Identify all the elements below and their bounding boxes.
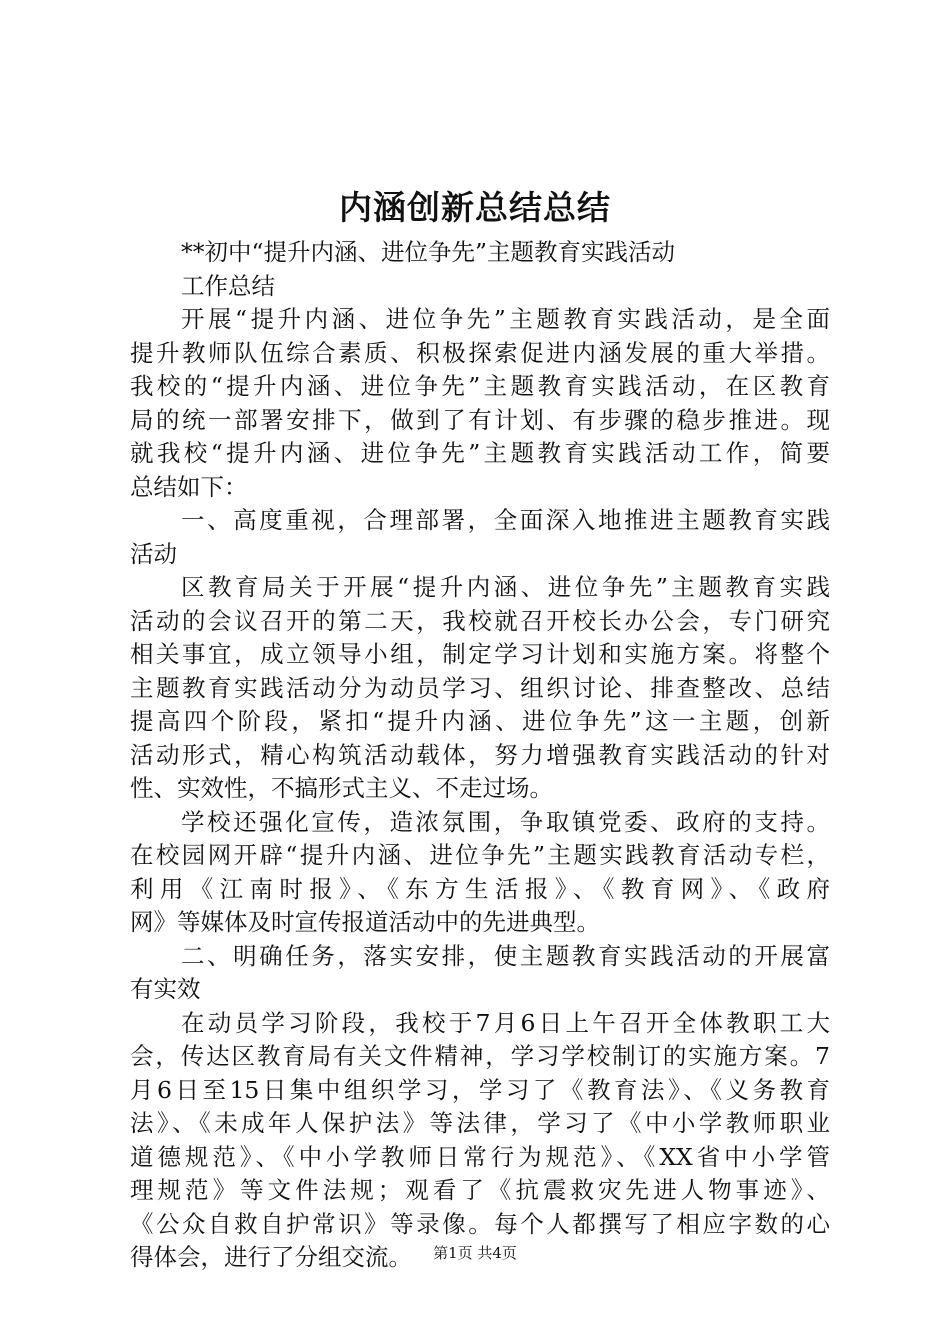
text-line: 性、实效性，不搞形式主义、不走过场。	[130, 774, 553, 802]
text-line: **初中“提升内涵、进位争先”主题教育实践活动	[181, 238, 676, 266]
text-line: 提升教师队伍综合素质、积极探索促进内涵发展的重大举措。	[130, 338, 830, 367]
text-line: 利用《江南时报》、《东方生活报》、《教育网》、《政府	[130, 874, 830, 903]
text-line: 二、明确任务，落实安排，使主题教育实践活动的开展富	[181, 941, 830, 970]
text-line: 主题教育实践活动分为动员学习、组织讨论、排查整改、总结	[130, 673, 830, 702]
text-line: 会，传达区教育局有关文件精神，学习学校制订的实施方案。7	[130, 1042, 830, 1070]
text-line: 活动形式，精心构筑活动载体，努力增强教育实践活动的针对	[130, 740, 830, 769]
document-title: 内涵创新总结总结	[339, 188, 611, 227]
text-line: 区教育局关于开展“提升内涵、进位争先”主题教育实践	[181, 573, 830, 601]
text-line: 提高四个阶段，紧扣“提升内涵、进位争先”这一主题，创新	[130, 707, 830, 735]
text-line: 开展“提升内涵、进位争先”主题教育实践活动，是全面	[181, 305, 830, 333]
text-line: 道德规范》、《中小学教师日常行为规范》、《XX省中小学管	[130, 1142, 830, 1171]
text-line: 总结如下：	[130, 472, 248, 501]
text-line: 有实效	[130, 975, 201, 1003]
text-line: 月6日至15日集中组织学习，学习了《教育法》、《义务教育	[130, 1075, 830, 1104]
text-line: 学校还强化宣传，造浓氛围，争取镇党委、政府的支持。	[181, 807, 830, 836]
page-footer: 第1页 共4页	[433, 1244, 517, 1262]
text-line: 我校的“提升内涵、进位争先”主题教育实践活动，在区教育	[130, 372, 830, 400]
document-body	[130, 236, 830, 1275]
text-line: 《公众自救自护常识》等录像。每个人都撰写了相应字数的心	[130, 1209, 830, 1238]
text-line: 工作总结	[181, 271, 275, 300]
text-line: 法》、《未成年人保护法》等法律，学习了《中小学教师职业	[130, 1109, 830, 1137]
text-line: 相关事宜，成立领导小组，制定学习计划和实施方案。将整个	[130, 640, 830, 668]
text-line: 在动员学习阶段，我校于7月6日上午召开全体教职工大	[181, 1008, 830, 1037]
text-line: 理规范》等文件法规；观看了《抗震救灾先进人物事迹》、	[130, 1176, 830, 1204]
text-line: 局的统一部署安排下，做到了有计划、有步骤的稳步推进。现	[130, 405, 830, 434]
text-line: 一、高度重视，合理部署，全面深入地推进主题教育实践	[181, 506, 830, 534]
text-line: 在校园网开辟“提升内涵、进位争先”主题实践教育活动专栏，	[130, 841, 830, 869]
text-line: 得体会，进行了分组交流。	[130, 1243, 412, 1271]
text-line: 网》等媒体及时宣传报道活动中的先进典型。	[130, 908, 600, 936]
text-line: 活动的会议召开的第二天，我校就召开校长办公会，专门研究	[130, 606, 830, 635]
text-line: 活动	[130, 539, 177, 568]
text-line: 就我校“提升内涵、进位争先”主题教育实践活动工作，简要	[130, 439, 830, 467]
